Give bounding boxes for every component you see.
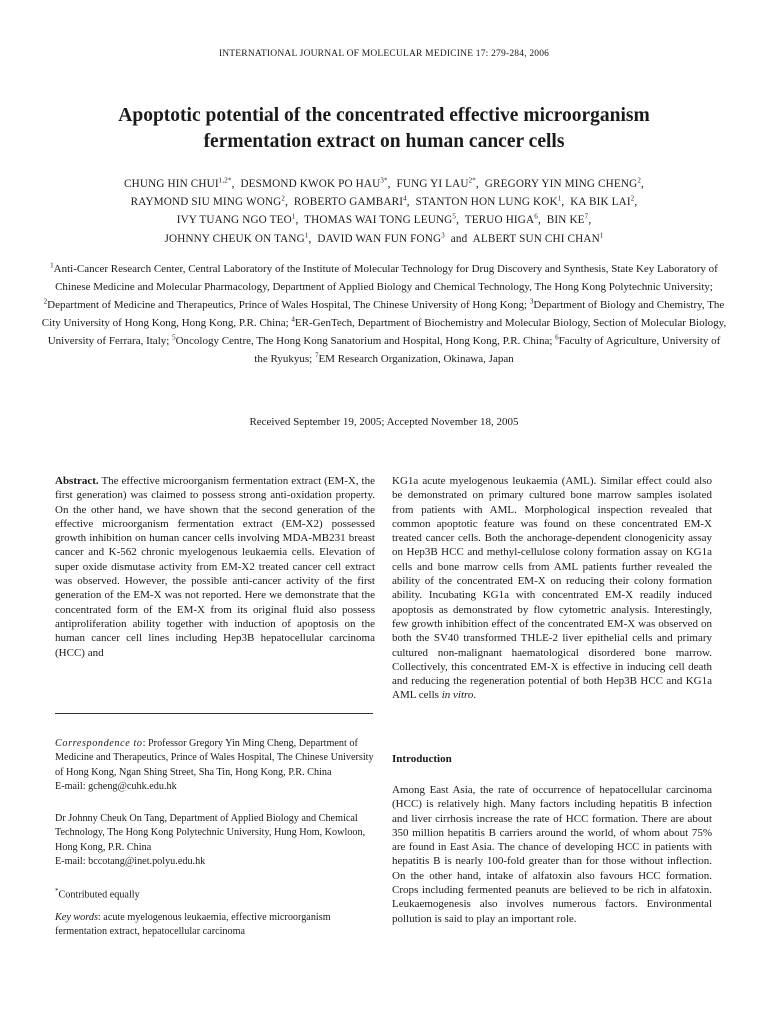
affil-text: Anti-Cancer Research Center, Central Laboratory of the Institute of Molecular Technology for Drug Discovery and Synthesis, State Key Laboratory of Chinese Medicine and Molecular Pharmacology, Department of Applied Biology and Chemical Technology, The Hong Kong Polytechnic University;: [53, 263, 718, 294]
author-sup: 1: [599, 230, 604, 239]
introduction-text: Among East Asia, the rate of occurrence of hepatocellular carcinoma (HCC) is relatively high. Many factors including hepatitis B infection and liver cirrhosis increase the rate of HCC formation. There are about 350 million hepatitis B carriers around the world, of whom about 75% are found in East Asia. The chance of developing HCC in patients with hepatitis B is nearly 100-fold greater than for those without inflection. On the other hand, intake of alfatoxin also favours HCC formation. Crops including fermented peanuts are believed to be rich in alfatoxin. Leukaemogenesis also involves numerous factors. Environmental pollution is said to play an important role.: [392, 784, 712, 925]
author-name: ROBERTO GAMBARI: [293, 196, 404, 209]
author-sup: 2*: [468, 176, 476, 185]
abstract-end: .: [473, 689, 477, 702]
author-sup: 6: [534, 212, 538, 221]
author-name: RAYMOND SIU MING WONG: [130, 196, 282, 209]
affil-text: ER-GenTech, Department of Biochemistry and Molecular Biology, Section of Molecular Biology, University of Ferrara, Italy;: [47, 317, 727, 348]
contributed-note: [55, 884, 375, 903]
affil-sup: 2: [43, 297, 48, 306]
correspondence-address: : Professor Gregory Yin Ming Cheng, Department of Medicine and Therapeutics, Prince of Wales Hospital, The Chinese University of Hong Kong, Ngan Shing Street, Sha Tin, Hong Kong, P.R. China: [55, 738, 374, 778]
author-list: CHUNG HIN $CHUI^{1,2*}$, DESMOND KWOK PO $HAU^{3*}$, FUNG YI $LAU^{2*}$, GREGORY YIN MING CHENG$^2$, RAYMOND SIU MING WONG$^2$, ROBERTO GAMBARI$^4$, STANTON HON LUNG KOK$^1$, KA BIK LAI$^2$, IVY TUANG NGO TEO$^1$, THOMAS WAI TONG LEUNG$^5$, TERUO HIGA$^6$, BIN $KE^7$, JOHNNY CHEUK ON TANG$^1$, DAVID WAN FUN FONG$^3$ and ALBERT SUN CHI CHAN$^1$: [124, 176, 644, 245]
footnote-divider: [55, 713, 373, 714]
author-sup: 1: [291, 212, 296, 221]
author-name: FUNG YI LAU: [396, 178, 469, 190]
author-name: IVY TUANG NGO TEO: [176, 214, 292, 227]
contributed-mark: *: [55, 887, 59, 895]
author-sup: 2: [630, 194, 635, 203]
affil-sup: 6: [555, 333, 559, 342]
keywords-text: : acute myelogenous leukaemia, effective microorganism fermentation extract, hepatocellular carcinoma: [55, 912, 331, 938]
author-name: KA BIK LAI: [570, 196, 631, 209]
author-name: BIN KE: [546, 214, 585, 227]
correspondence-label: Correspondence to: [55, 738, 143, 749]
title-line-1: Apoptotic potential of the concentrated effective microorganism: [118, 105, 650, 126]
paper-title: [40, 103, 728, 155]
affil-text: Department of Medicine and Therapeutics, Prince of Wales Hospital, The Chinese University of Hong Kong;: [47, 299, 528, 312]
author-sup: 2: [281, 194, 286, 203]
affil-text: Oncology Centre, The Hong Kong Sanatorium and Hospital, Hong Kong, P.R. China;: [175, 335, 553, 348]
author-sup: 1: [557, 194, 562, 203]
affil-sup: 1: [50, 261, 54, 270]
abstract-left-column: [55, 474, 375, 660]
author-sup: 4: [403, 194, 407, 203]
correspondence-address-2: Dr Johnny Cheuk On Tang, Department of Applied Biology and Chemical Technology, The Hong Kong Polytechnic University, Hung Hom, Kowloon, Hong Kong, P.R. China: [55, 813, 366, 853]
author-sup: 5: [452, 212, 457, 221]
correspondence-email: E-mail: gcheng@cuhk.edu.hk: [55, 781, 177, 793]
author-sup: 7: [584, 212, 589, 221]
abstract-right-column: [392, 474, 712, 703]
keywords: [55, 911, 375, 940]
received-dates: Received September 19, 2005; Accepted November 18, 2005: [249, 416, 519, 428]
abstract-italic: in vitro: [441, 689, 474, 702]
keywords-label: Key words: [55, 912, 98, 923]
affil-text: Faculty of Agriculture, University of the Ryukyus;: [254, 335, 721, 366]
author-name: TERUO HIGA: [464, 214, 535, 227]
author-sup: 3: [441, 230, 445, 239]
journal-header: INTERNATIONAL JOURNAL OF MOLECULAR MEDICINE 17: 279-284, 2006: [218, 49, 550, 59]
affil-text: Department of Biology and Chemistry, The City University of Hong Kong, Hong Kong, P.R. China;: [41, 299, 725, 330]
correspondence-primary: [55, 737, 375, 795]
author-name: ALBERT SUN CHI CHAN: [472, 232, 600, 245]
author-sup: 1: [304, 230, 309, 239]
author-sup: 3*: [380, 176, 388, 185]
abstract-label: Abstract.: [55, 475, 99, 487]
author-name: GREGORY YIN MING CHENG: [484, 178, 638, 190]
affil-sup: 7: [314, 351, 319, 360]
correspondence-email-2: E-mail: bccotang@inet.polyu.edu.hk: [55, 856, 206, 868]
affiliations: [40, 260, 728, 369]
affil-sup: 5: [172, 333, 176, 342]
abstract-text-left: The effective microorganism fermentation extract (EM-X, the first generation) was claimed to possess strong anti-oxidation property. On the other hand, we have shown that the second generation of the effective microorganism fermentation extract (EM-X2) possessed growth inhibition on human cancer cells involving MDA-MB231 breast cancer and K-562 chronic myelogenous leukaemia cells. Elevation of super oxide dismutase activity from EM-X2 treated cancer cell extract was observed. However, the possible anti-cancer activity of the first generation of the EM-X was not reported. Here we demonstrate that the concentrated form of the EM-X from its original fluid also possess antiproliferation ability together with induction of apoptosis on the human cancer cell lines including Hep3B hepatocellular carcinoma (HCC) and: [55, 475, 375, 659]
author-name: STANTON HON LUNG KOK: [415, 196, 558, 209]
author-sup: 1,2*: [218, 176, 232, 185]
title-line-2: fermentation extract on human cancer cells: [203, 131, 565, 152]
author-name: DESMOND KWOK PO HAU: [240, 178, 381, 190]
introduction-heading: Introduction: [392, 753, 452, 765]
correspondence-secondary: [55, 812, 375, 870]
affil-sup: 3: [529, 297, 534, 306]
author-name: DAVID WAN FUN FONG: [317, 232, 442, 245]
author-name: CHUNG HIN CHUI: [124, 178, 219, 190]
author-sup: 2: [637, 176, 641, 185]
affil-text: EM Research Organization, Okinawa, Japan: [318, 353, 514, 366]
author-name: THOMAS WAI TONG LEUNG: [304, 214, 453, 227]
author-name: JOHNNY CHEUK ON TANG: [164, 232, 305, 245]
abstract-text-right: KG1a acute myelogenous leukaemia (AML). Similar effect could also be demonstrated on primary cultured bone marrow samples isolated from patients with AML. Morphological inspection revealed that common apoptotic feature was found on these concentrated EM-X treated cancer cells. Both the anchorage-dependent clonogenicity assay on Hep3B HCC and methyl-cellulose colony formation assay on KG1a cells and bone marrow cells from AML patients further revealed the ability of the concentrated EM-X on reducing their colony formation ability. Incubating KG1a with concentrated EM-X readily induced apoptosis as demonstrated by flow cytometric analysis. Interestingly, few growth inhibition effect of the concentrated EM-X was observed on both the SV40 transformed THLE-2 liver epithelial cells and primary cultured non-malignant haematological disordered bone marrow. Collectively, this concentrated EM-X is effective in inducing cell death and reducing the regeneration potential of both Hep3B HCC and KG1a AML cells: [392, 475, 712, 702]
affil-sup: 4: [291, 315, 295, 324]
contributed-text: Contributed equally: [58, 889, 140, 901]
author-conjunction: and: [450, 232, 468, 245]
